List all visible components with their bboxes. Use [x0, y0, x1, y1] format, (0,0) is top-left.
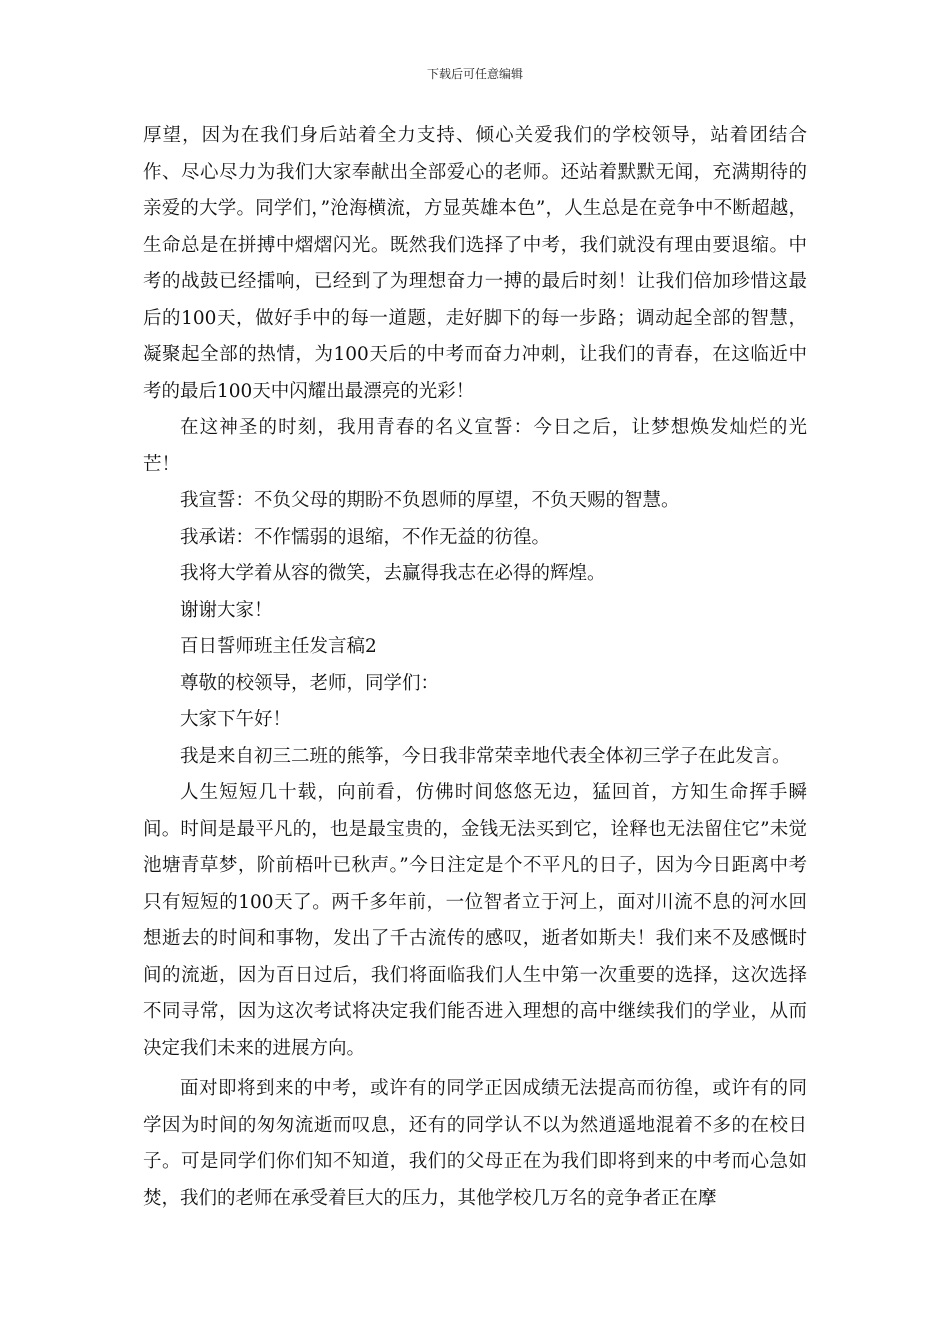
paragraph-oath-3: 我将大学着从容的微笑，去赢得我志在必得的辉煌。 [180, 563, 606, 584]
paragraph-oath-intro: 在这神圣的时刻，我用青春的名义宣誓：今日之后，让梦想焕发灿烂的光芒！ [143, 417, 807, 475]
paragraph-oath-2: 我承诺：不作懦弱的退缩，不作无益的彷徨。 [180, 526, 551, 548]
paragraph-time: 人生短短几十载，向前看，仿佛时间悠悠无边，猛回首，方知生命挥手瞬间。时间是最平凡的，也是最宝贵的，金钱无法买到它，诠释也无法留住它”未觉池塘青草梦，阶前梧叶已秋声。”今日注定是个不平凡的日子，因为今日距离中考只有短短的100天了。两千多年前，一位智者立于河上，面对川流不息的河水回想逝去的时间和事物，发出了千古流传的感叹，逝者如斯夫！我们来不及感慨时间的流逝，因为百日过后，我们将面临我们人生中第一次重要的选择，这次选择不同寻常，因为这次考试将决定我们能否进入理想的高中继续我们的学业，从而决定我们未来的进展方向。 [143, 782, 807, 1059]
paragraph-thanks: 谢谢大家！ [180, 599, 273, 621]
paragraph-self-intro: 我是来自初三二班的熊筝，今日我非常荣幸地代表全体初三学子在此发言。 [180, 745, 791, 767]
section-title: 百日誓师班主任发言稿2 [180, 636, 377, 657]
paragraph-salutation: 尊敬的校领导，老师，同学们： [180, 672, 440, 694]
paragraph-oath-1: 我宣誓：不负父母的期盼不负恩师的厚望，不负天赐的智慧。 [180, 490, 680, 511]
paragraph-1: 厚望，因为在我们身后站着全力支持、倾心关爱我们的学校领导，站着团结合作、尽心尽力为我们大家奉献出全部爱心的老师。还站着默默无闻，充满期待的亲爱的大学。同学们，”沧海横流，方显英雄本色”，人生总是在竞争中不断超越，生命总是在拼搏中熠熠闪光。既然我们选择了中考，我们就没有理由要退缩。中考的战鼓已经擂响，已经到了为理想奋力一搏的最后时刻！让我们倍加珍惜这最后的100天，做好手中的每一道题，走好脚下的每一步路；调动起全部的智慧，凝聚起全部的热情，为100天后的中考而奋力冲刺，让我们的青春，在这临近中考的最后100天中闪耀出最漂亮的光彩！ [143, 125, 807, 402]
paragraph-greeting: 大家下午好！ [180, 709, 292, 730]
paragraph-facing-exam: 面对即将到来的中考，或许有的同学正因成绩无法提高而彷徨，或许有的同学因为时间的匆匆流逝而叹息，还有的同学认不以为然逍遥地混着不多的在校日子。可是同学们你们知不知道，我们的父母正在为我们即将到来的中考而心急如焚，我们的老师在承受着巨大的压力，其他学校几万名的竞争者正在摩 [143, 1078, 807, 1209]
page-header: 下载后可任意编辑 [426, 67, 523, 81]
document-body [143, 118, 807, 1217]
